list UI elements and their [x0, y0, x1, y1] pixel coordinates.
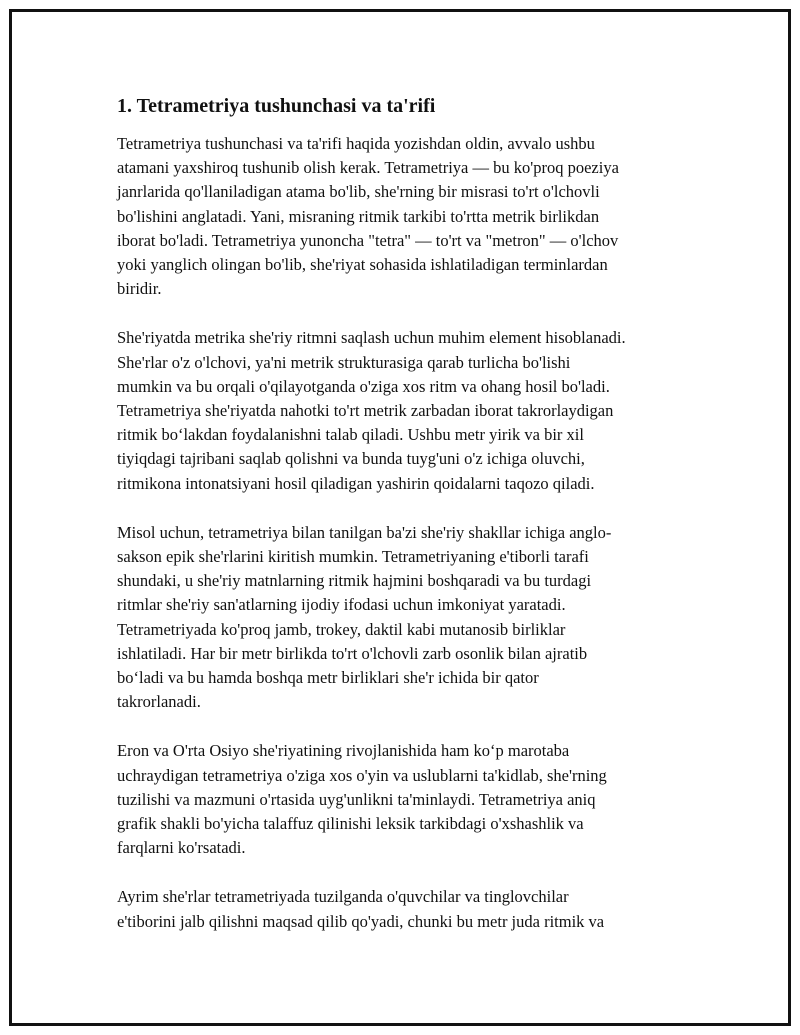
- text-line: takrorlanadi.: [117, 692, 201, 712]
- text-line: uchraydigan tetrametriya o'ziga xos o'yin va uslublarni ta'kidlab, she'rning: [117, 765, 607, 785]
- text-line: Eron va O'rta Osiyo she'riyatining rivojlanishida ham ko‘p marotaba: [117, 741, 570, 761]
- text-line: atamani yaxshiroq tushunib olish kerak. Tetrametriya — bu ko'proq poeziya: [117, 158, 619, 178]
- text-line: Ayrim she'rlar tetrametriyada tuzilganda o'quvchilar va tinglovchilar: [117, 887, 569, 907]
- text-line: mumkin va bu orqali o'qilayotganda o'ziga xos ritm va ohang hosil bo'ladi.: [117, 376, 610, 396]
- text-line: ritmlar she'riy san'atlarning ijodiy ifodasi uchun imkoniyat yaratadi.: [117, 595, 566, 615]
- text-line: She'riyatda metrika she'riy ritmni saqlash uchun muhim element hisoblanadi.: [117, 328, 626, 348]
- text-line: grafik shakli bo'yicha talaffuz qilinishi leksik tarkibdagi o'xshashlik va: [117, 814, 584, 834]
- text-line: shundaki, u she'riy matnlarning ritmik hajmini boshqaradi va bu turdagi: [117, 571, 592, 591]
- text-line: bo'lishini anglatadi. Yani, misraning ritmik tarkibi to'rtta metrik birlikdan: [117, 206, 600, 226]
- text-line: farqlarni ko'rsatadi.: [117, 838, 246, 858]
- paragraph-1: [117, 132, 677, 301]
- paragraph-3: [117, 521, 677, 715]
- text-line: biridir.: [117, 279, 162, 299]
- text-line: e'tiborini jalb qilishni maqsad qilib qo'yadi, chunki bu metr juda ritmik va: [117, 911, 605, 931]
- text-line: Misol uchun, tetrametriya bilan tanilgan ba'zi she'riy shakllar ichiga anglo-: [117, 522, 612, 542]
- text-line: ritmik bo‘lakdan foydalanishni talab qiladi. Ushbu metr yirik va bir xil: [117, 425, 584, 445]
- text-line: bo‘ladi va bu hamda boshqa metr birliklari she'r ichida bir qator: [117, 668, 539, 688]
- text-line: iborat bo'ladi. Tetrametriya yunoncha "tetra" — to'rt va "metron" — o'lchov: [117, 230, 619, 250]
- text-line: sakson epik she'rlarini kiritish mumkin. Tetrametriyaning e'tiborli tarafi: [117, 547, 589, 567]
- text-line: tiyiqdagi tajribani saqlab qolishni va bunda tuyg'uni o'z ichiga oluvchi,: [117, 449, 585, 469]
- text-line: janrlarida qo'llaniladigan atama bo'lib, she'rning bir misrasi to'rt o'lchovli: [117, 182, 600, 202]
- document-body: [117, 94, 677, 959]
- text-line: She'rlar o'z o'lchovi, ya'ni metrik strukturasiga qarab turlicha bo'lishi: [117, 352, 571, 372]
- text-line: ishlatiladi. Har bir metr birlikda to'rt o'lchovli zarb osonlik bilan ajratib: [117, 643, 588, 663]
- text-line: ritmikona intonatsiyani hosil qiladigan yashirin qoidalarni taqozo qiladi.: [117, 473, 595, 493]
- text-line: Tetrametriyada ko'proq jamb, trokey, daktil kabi mutanosib birliklar: [117, 619, 566, 639]
- paragraph-4: [117, 739, 677, 860]
- text-line: tuzilishi va mazmuni o'rtasida uyg'unlikni ta'minlaydi. Tetrametriya aniq: [117, 789, 596, 809]
- paragraph-5: [117, 885, 677, 933]
- section-heading: 1. Tetrametriya tushunchasi va ta'rifi: [117, 95, 436, 117]
- text-line: Tetrametriya tushunchasi va ta'rifi haqida yozishdan oldin, avvalo ushbu: [117, 134, 595, 153]
- text-line: Tetrametriya she'riyatda nahotki to'rt metrik zarbadan iborat takrorlaydigan: [117, 401, 614, 421]
- paragraph-2: [117, 326, 677, 495]
- text-line: yoki yanglich olingan bo'lib, she'riyat sohasida ishlatiladigan terminlardan: [117, 255, 608, 275]
